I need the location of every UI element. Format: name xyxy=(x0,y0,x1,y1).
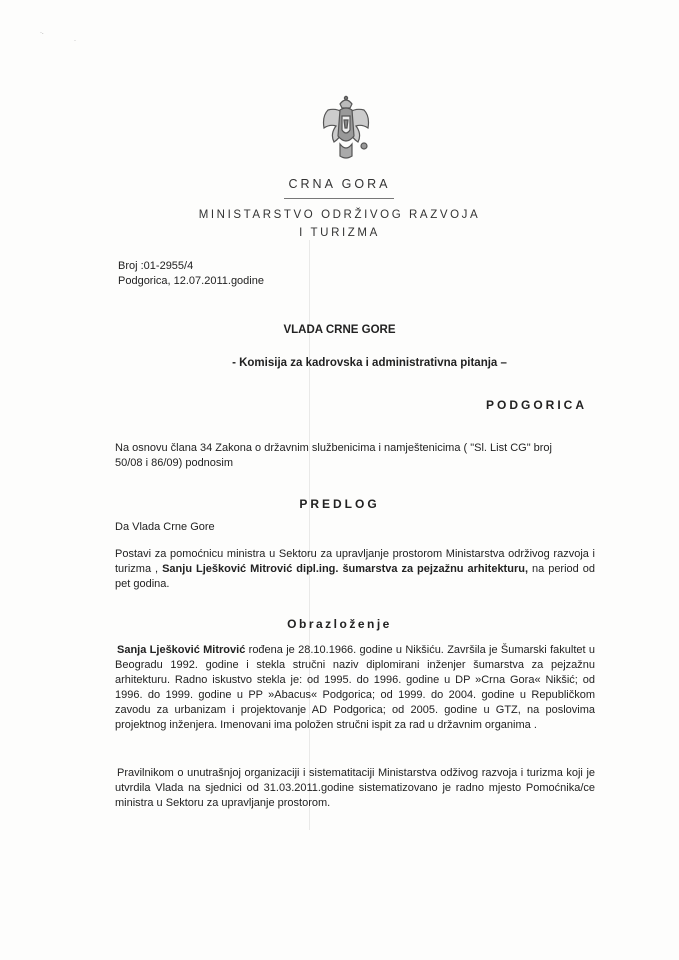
intro-line: Na osnovu člana 34 Zakona o državnim službenicima i namještenicima ( "Sl. List CG" broj xyxy=(115,442,552,454)
reference-number: Broj :01-2955/4 xyxy=(118,260,194,272)
addressee-city: PODGORICA xyxy=(485,398,587,412)
rulebook-paragraph xyxy=(115,766,595,811)
proposal-candidate: Sanju Lješković Mitrović dipl.ing. šumarstva za pejzažnu arhitekturu, xyxy=(158,563,528,575)
intro-paragraph xyxy=(115,441,595,471)
proposal-paragraph xyxy=(115,547,595,592)
montenegro-coat-of-arms-icon xyxy=(316,94,376,162)
proposal-subject: Da Vlada Crne Gore xyxy=(115,521,215,533)
intro-line: 50/08 i 86/09) podnosim xyxy=(115,457,234,469)
scan-speck: · xyxy=(74,38,76,44)
proposal-text: Postavi za pomoćnicu ministra u Sektoru za upravljanje prostorom Ministarstva održivog razvoja i turizma , xyxy=(115,548,595,575)
biography-text: rođena je 28.10.1966. godine u Nikšiću. Završila je Šumarski fakultet u Beogradu 1992. godine i stekla stručni naziv diplomirani inženjer šumarstva za pejzažnu arhitekturu. Radno iskustvo stekla je: od 1995. do 1996. godine u DP »Crna Gora« Nikšić; od 1996. do 1999. godine u PP »Abacus« Podgorica; od 1999. do 2004. godine u Republičkom zavodu za urbanizam i projektovanje AD Podgorica; od 2005. godine u GTZ, na poslovima projektnog inženjera. Imenovani ima položen stručni ispit za rad u državnim organima . xyxy=(115,644,595,731)
biography-name: Sanja Lješković Mitrović xyxy=(117,644,246,656)
biography-paragraph xyxy=(115,643,595,733)
proposal-term: na period od pet godina. xyxy=(115,563,595,590)
ministry-name-line2: I TURIZMA xyxy=(299,227,380,239)
header-divider xyxy=(284,198,394,199)
explanation-heading: Obrazloženje xyxy=(287,617,392,631)
proposal-heading: PREDLOG xyxy=(299,497,380,511)
ministry-name-line1: MINISTARSTVO ODRŽIVOG RAZVOJA xyxy=(198,209,481,221)
state-name: CRNA GORA xyxy=(288,177,391,191)
commission-name: - Komisija za kadrovska i administrativna pitanja – xyxy=(232,357,507,369)
scan-speck: ·. xyxy=(40,30,44,36)
place-and-date: Podgorica, 12.07.2011.godine xyxy=(118,275,264,287)
addressee-title: VLADA CRNE GORE xyxy=(283,324,396,336)
rulebook-text: Pravilnikom o unutrašnjoj organizaciji i sistematitaciji Ministarstva odživog razvoja i turizma koji je utvrdila Vlada na sjednici od 31.03.2011.godine sistematizovano je radno mjesto Pomoćnika/ce ministra u Sektoru za upravljanje prostorom. xyxy=(115,767,595,809)
